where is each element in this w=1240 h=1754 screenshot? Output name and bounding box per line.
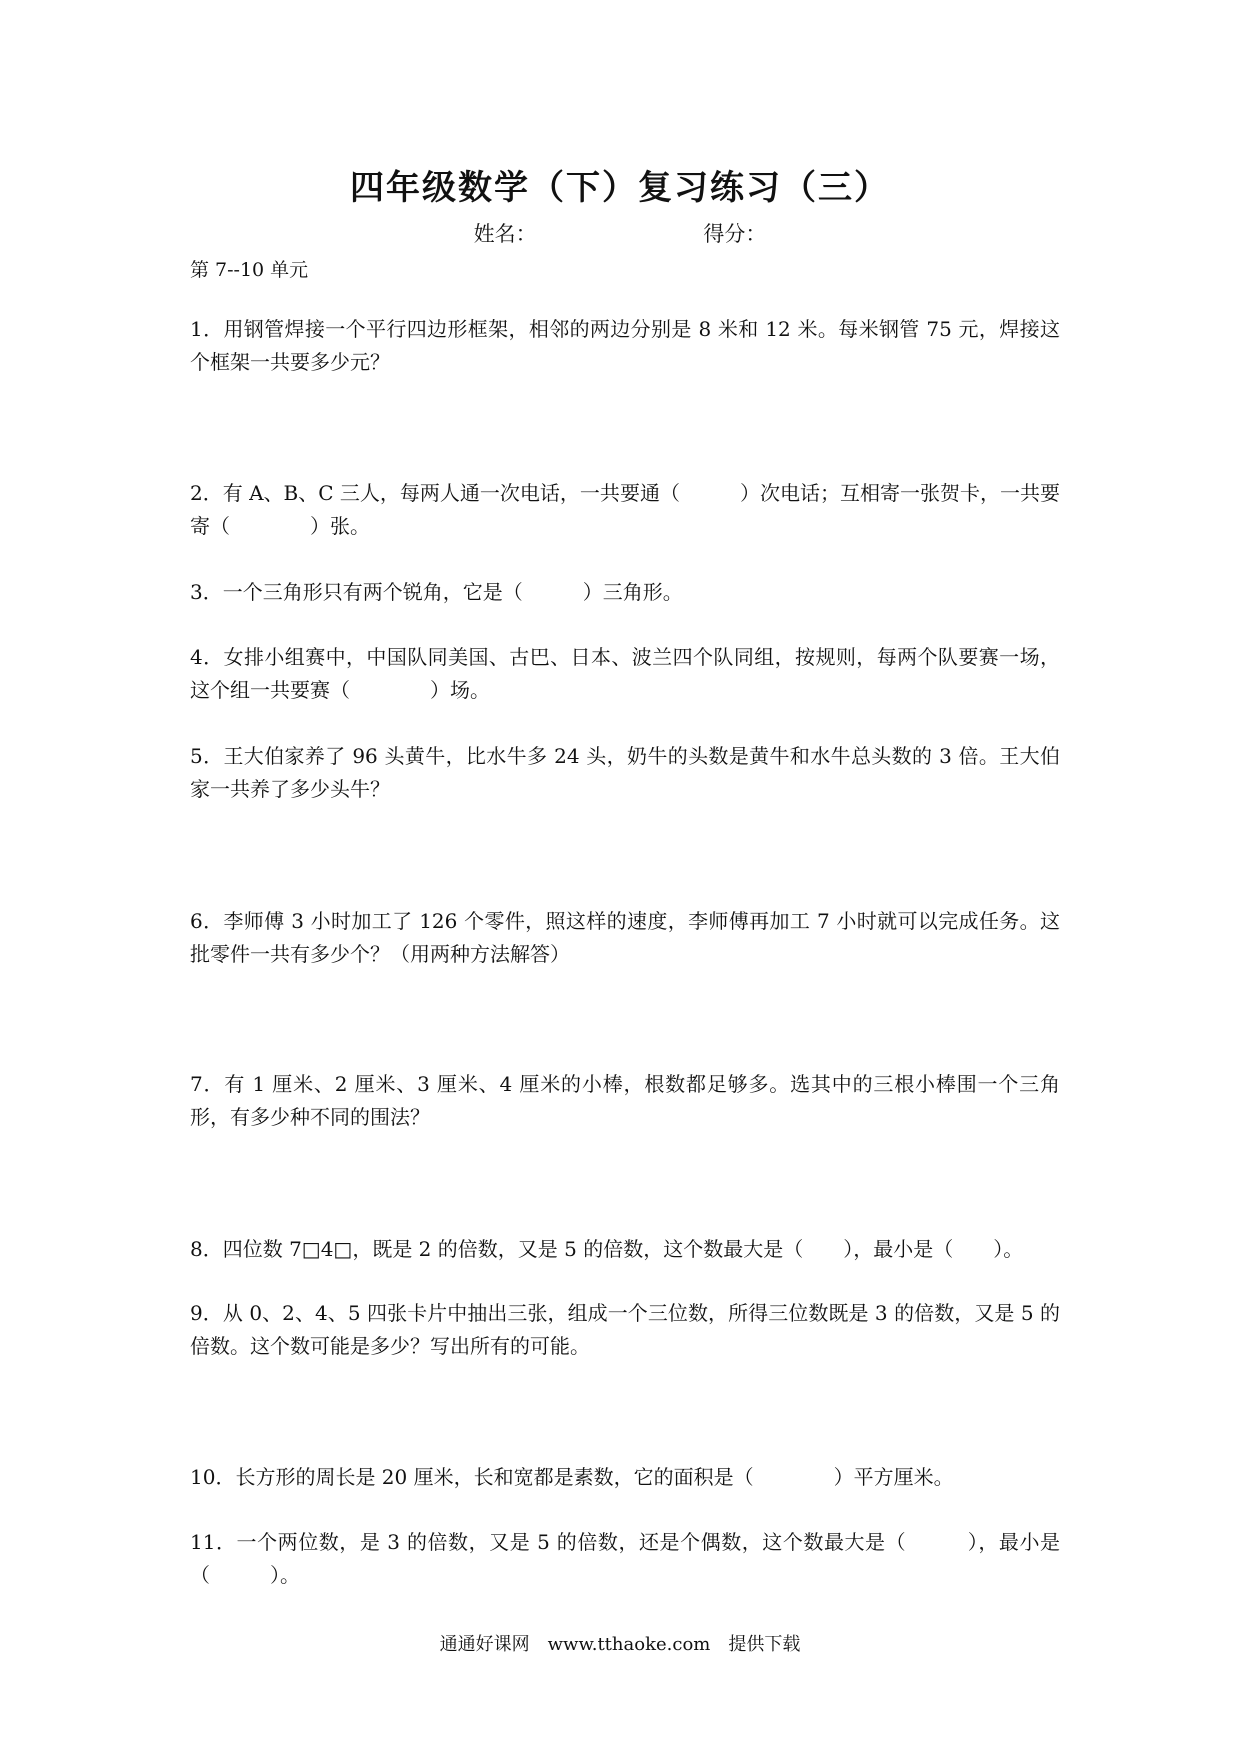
question-8: 8．四位数 7□4□，既是 2 的倍数，又是 5 的倍数，这个数最大是（ ），最小是（ ）。 bbox=[190, 1237, 1024, 1261]
question-7: 7．有 1 厘米、2 厘米、3 厘米、4 厘米的小棒，根数都足够多。选其中的三根小棒围一个三角形，有多少种不同的围法？ bbox=[190, 1072, 1060, 1129]
question-6: 6．李师傅 3 小时加工了 126 个零件，照这样的速度，李师傅再加工 7 小时就可以完成任务。这批零件一共有多少个？（用两种方法解答） bbox=[190, 909, 1060, 966]
question-2: 2．有 A、B、C 三人，每两人通一次电话，一共要通（ ）次电话；互相寄一张贺卡，一共要寄（ ）张。 bbox=[190, 481, 1060, 538]
question-3: 3．一个三角形只有两个锐角，它是（ ）三角形。 bbox=[190, 580, 683, 604]
question-9: 9．从 0、2、4、5 四张卡片中抽出三张，组成一个三位数，所得三位数既是 3 的倍数，又是 5 的倍数。这个数可能是多少？写出所有的可能。 bbox=[190, 1301, 1060, 1358]
name-score-row bbox=[0, 218, 1240, 248]
section-heading: 第 7--10 单元 bbox=[190, 259, 309, 281]
question-1: 1．用钢管焊接一个平行四边形框架，相邻的两边分别是 8 米和 12 米。每米钢管 75 元，焊接这个框架一共要多少元？ bbox=[190, 317, 1060, 374]
footer-credit: 通通好课网 www.tthaoke.com 提供下载 bbox=[439, 1634, 801, 1655]
page-title: 四年级数学（下）复习练习（三） bbox=[350, 168, 890, 208]
question-4: 4．女排小组赛中，中国队同美国、古巴、日本、波兰四个队同组，按规则，每两个队要赛一场，这个组一共要赛（ ）场。 bbox=[190, 645, 1060, 702]
name-label: 姓名： bbox=[473, 222, 537, 246]
question-11: 11．一个两位数，是 3 的倍数，又是 5 的倍数，还是个偶数，这个数最大是（ ），最小是（ ）。 bbox=[190, 1530, 1060, 1587]
score-label: 得分： bbox=[703, 222, 767, 246]
question-10: 10．长方形的周长是 20 厘米，长和宽都是素数，它的面积是（ ）平方厘米。 bbox=[190, 1465, 954, 1489]
question-5: 5．王大伯家养了 96 头黄牛，比水牛多 24 头，奶牛的头数是黄牛和水牛总头数的 3 倍。王大伯家一共养了多少头牛？ bbox=[190, 744, 1060, 801]
